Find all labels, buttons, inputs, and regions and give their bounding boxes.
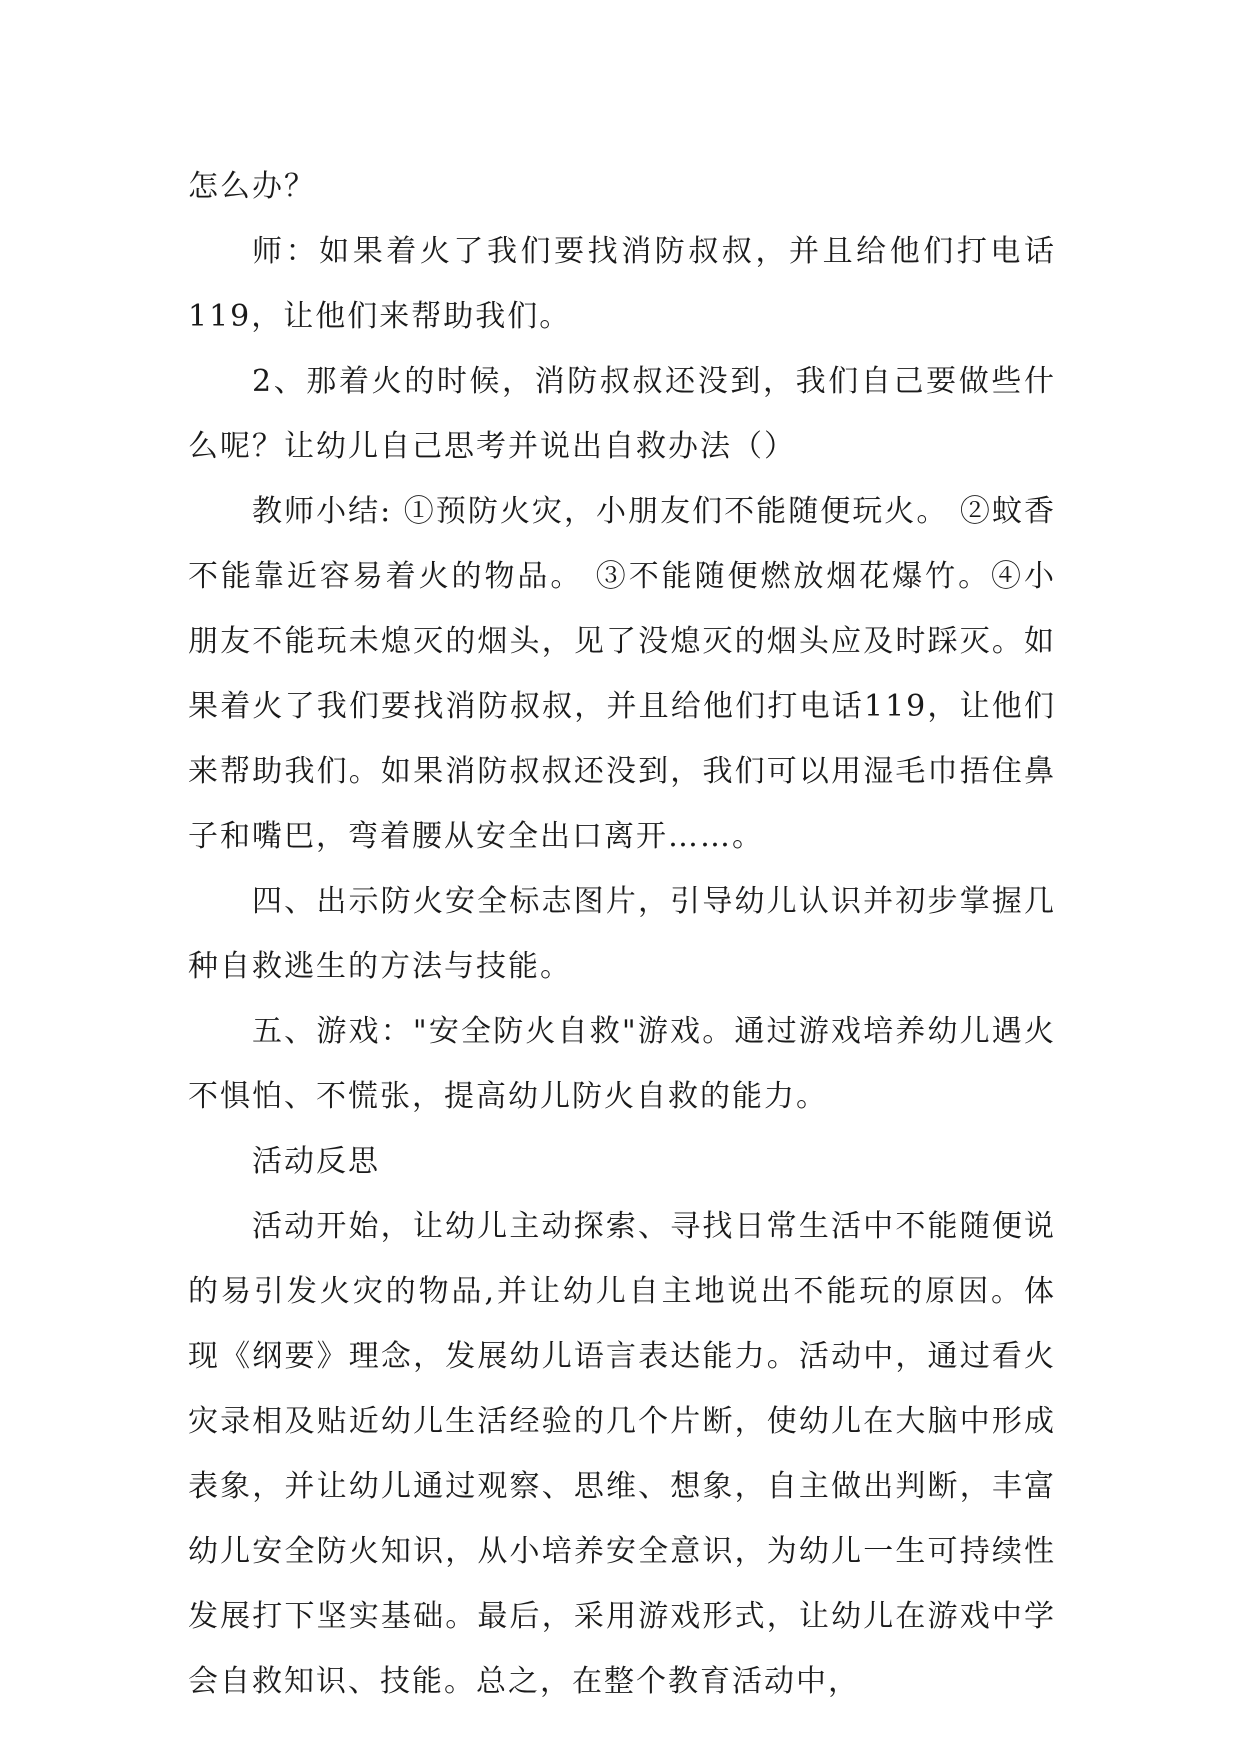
paragraph-teacher-line: 师：如果着火了我们要找消防叔叔，并且给他们打电话119，让他们来帮助我们。 (188, 234, 1056, 334)
paragraph-step-5: 五、游戏："安全防火自救"游戏。通过游戏培养幼儿遇火不惧怕、不慌张，提高幼儿防火自救的能力。 (188, 1014, 1056, 1114)
paragraph-step-4: 四、出示防火安全标志图片，引导幼儿认识并初步掌握几种自救逃生的方法与技能。 (188, 884, 1056, 984)
paragraph-teacher-summary: 教师小结: ①预防火灾，小朋友们不能随便玩火。 ②蚊香不能靠近容易着火的物品。 ③不能随便燃放烟花爆竹。④小朋友不能玩未熄灭的烟头，见了没熄灭的烟头应及时踩灭。如果着火了我们要找消防叔叔，并且给他们打电话119，让他们来帮助我们。如果消防叔叔还没到，我们可以用湿毛巾捂住鼻子和嘴巴，弯着腰从安全出口离开……。 (188, 494, 1056, 854)
document-body (188, 154, 1056, 1714)
paragraph-continuation: 怎么办？ (188, 169, 316, 204)
paragraph-question-2: 2、那着火的时候，消防叔叔还没到，我们自己要做些什么呢？让幼儿自己思考并说出自救办法（） (188, 364, 1056, 464)
section-heading-reflection: 活动反思 (252, 1144, 380, 1179)
paragraph-reflection: 活动开始，让幼儿主动探索、寻找日常生活中不能随便说的易引发火灾的物品,并让幼儿自主地说出不能玩的原因。体现《纲要》理念，发展幼儿语言表达能力。活动中，通过看火灾录相及贴近幼儿生活经验的几个片断，使幼儿在大脑中形成表象，并让幼儿通过观察、思维、想象，自主做出判断，丰富幼儿安全防火知识，从小培养安全意识，为幼儿一生可持续性发展打下坚实基础。最后，采用游戏形式，让幼儿在游戏中学会自救知识、技能。总之，在整个教育活动中， (188, 1209, 1056, 1699)
